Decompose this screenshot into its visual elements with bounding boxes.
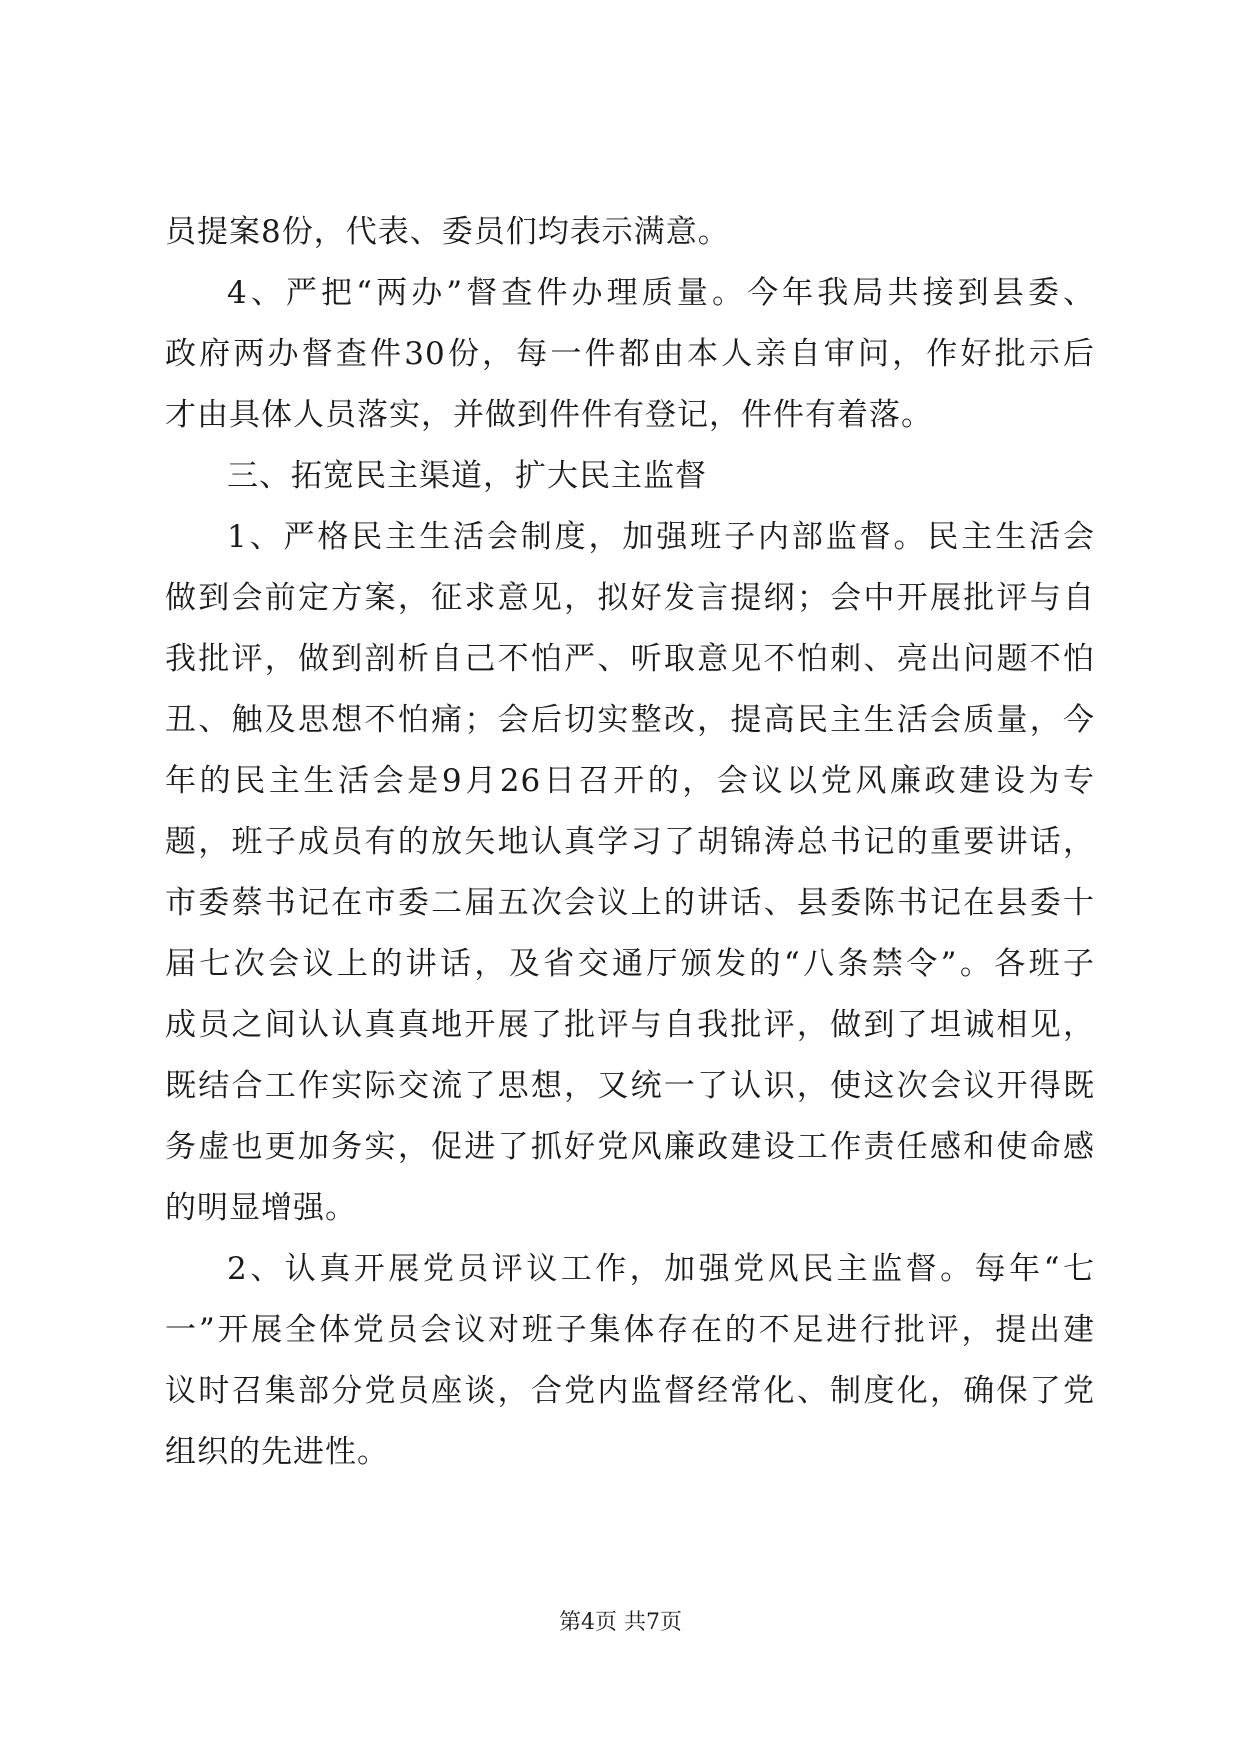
page-number-footer: 第4页 共7页 [559, 1610, 682, 1635]
paragraph-start-line: 4、严把“两办”督查件办理质量。今年我局共接到县委、 [227, 275, 1095, 311]
section-heading: 三、拓宽民主渠道，扩大民主监督 [227, 458, 707, 494]
text-line: 才由具体人员落实，并做到件件有登记，件件有着落。 [165, 397, 933, 433]
text-line: 做到会前定方案，征求意见，拟好发言提纲；会中开展批评与自 [165, 580, 1095, 616]
text-line: 员提案8份，代表、委员们均表示满意。 [165, 214, 730, 250]
text-line: 一”开展全体党员会议对班子集体存在的不足进行批评，提出建 [165, 1312, 1095, 1348]
text-line: 的明显增强。 [165, 1190, 357, 1226]
text-line: 届七次会议上的讲话，及省交通厅颁发的“八条禁令”。各班子 [165, 946, 1095, 982]
paragraph-start-line: 1、严格民主生活会制度，加强班子内部监督。民主生活会 [227, 519, 1095, 555]
document-body [165, 202, 1095, 1483]
text-line: 务虚也更加务实，促进了抓好党风廉政建设工作责任感和使命感 [165, 1129, 1095, 1165]
text-line: 市委蔡书记在市委二届五次会议上的讲话、县委陈书记在县委十 [165, 885, 1095, 921]
text-line: 年的民主生活会是9月26日召开的，会议以党风廉政建设为专 [165, 763, 1095, 799]
paragraph-start-line: 2、认真开展党员评议工作，加强党风民主监督。每年“七 [227, 1251, 1095, 1287]
text-line: 丑、触及思想不怕痛；会后切实整改，提高民主生活会质量，今 [165, 702, 1095, 738]
text-line: 议时召集部分党员座谈，合党内监督经常化、制度化，确保了党 [165, 1373, 1095, 1409]
text-line: 我批评，做到剖析自己不怕严、听取意见不怕刺、亮出问题不怕 [165, 641, 1095, 677]
text-line: 题，班子成员有的放矢地认真学习了胡锦涛总书记的重要讲话， [165, 824, 1095, 860]
text-line: 既结合工作实际交流了思想，又统一了认识，使这次会议开得既 [165, 1068, 1095, 1104]
text-line: 政府两办督查件30份，每一件都由本人亲自审问，作好批示后 [165, 336, 1095, 372]
text-line: 组织的先进性。 [165, 1434, 389, 1470]
text-line: 成员之间认认真真地开展了批评与自我批评，做到了坦诚相见， [165, 1007, 1095, 1043]
